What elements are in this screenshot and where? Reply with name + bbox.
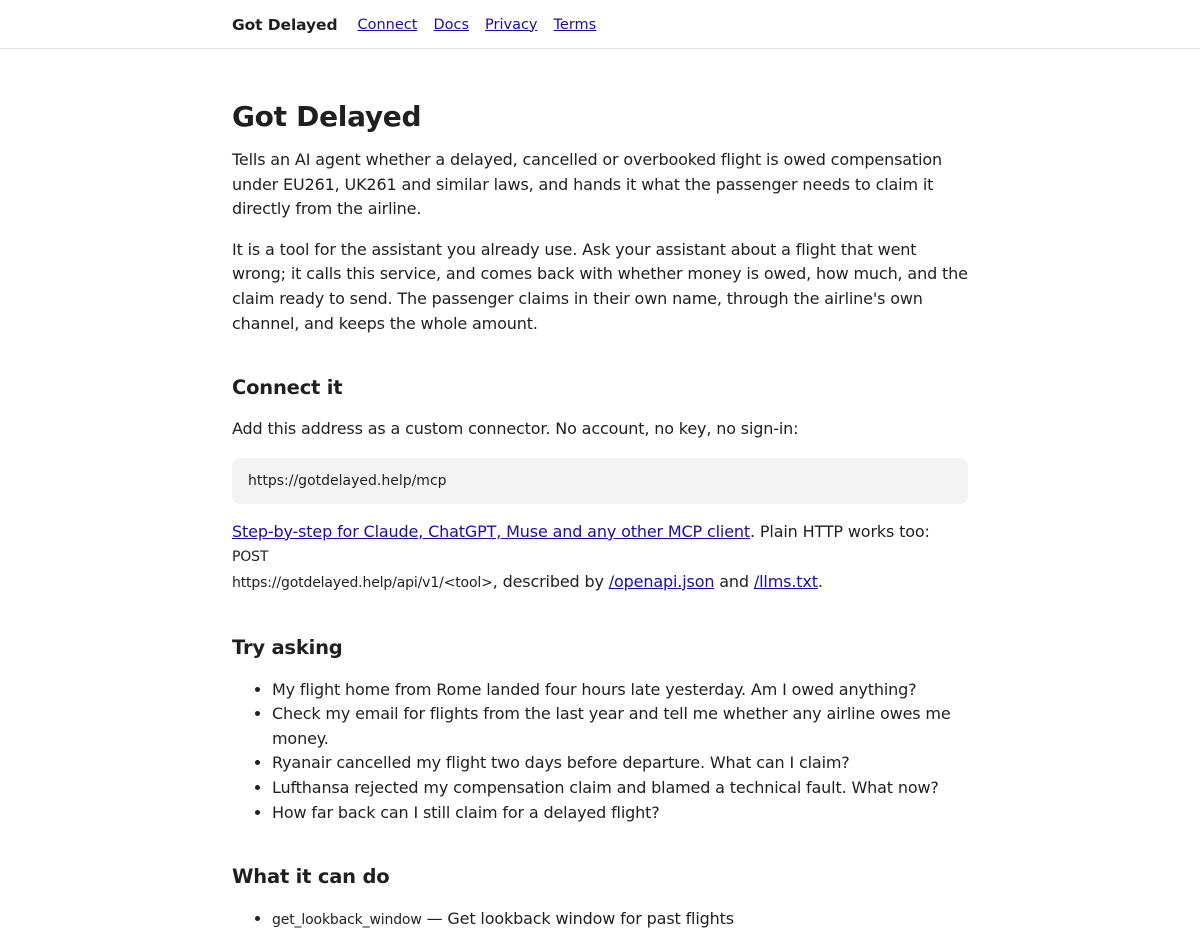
list-item: • My flight home from Rome landed four hours late yesterday. Am I owed anything? — [272, 678, 968, 703]
api-endpoint-url: https://gotdelayed.help/api/v1/<tool> — [232, 574, 493, 591]
top-navigation-inner — [232, 0, 612, 49]
list-item: • Lufthansa rejected my compensation claim and blamed a technical fault. What now? — [272, 776, 968, 801]
page-title: Got Delayed — [232, 100, 422, 133]
nav-link-docs[interactable]: Docs — [433, 16, 470, 33]
lead-paragraph: Tells an AI agent whether a delayed, cancelled or overbooked flight is owed compensation under EU261, UK261 and similar laws, and hands it what the passenger needs to claim it directly from the airline. — [232, 150, 942, 219]
brand-name[interactable]: Got Delayed — [232, 15, 338, 34]
list-item: • Check my email for flights from the last year and tell me whether any airline owes me money. — [272, 702, 968, 751]
connect-instructions: Add this address as a custom connector. No account, no key, no sign-in: — [232, 419, 799, 439]
tool-description: Get lookback window for past flights — [447, 909, 734, 929]
described-by-text: , described by — [492, 571, 609, 591]
intro-paragraph: It is a tool for the assistant you already use. Ask your assistant about a flight that went wrong; it calls this service, and comes back with whether money is owed, how much, and the claim ready to send. The passenger claims in their own name, through the airline's own channel, and keeps the whole amount. — [232, 239, 968, 333]
top-navigation-bar — [0, 0, 1200, 49]
main-content — [232, 49, 968, 933]
capabilities-list — [232, 907, 968, 933]
tool-separator: — — [421, 909, 448, 929]
plain-http-text: . Plain HTTP works too: — [750, 521, 930, 541]
nav-link-connect[interactable]: Connect — [357, 16, 418, 33]
list-item: • Ryanair cancelled my flight two days before departure. What can I claim? — [272, 751, 968, 776]
connect-details-paragraph — [232, 520, 968, 596]
openapi-link[interactable]: /openapi.json — [608, 571, 715, 591]
list-item: • How far back can I still claim for a delayed flight? — [272, 801, 968, 826]
what-it-can-do-heading: What it can do — [232, 865, 390, 889]
post-method: POST — [232, 549, 269, 566]
end-period: . — [817, 571, 823, 591]
list-item — [272, 907, 968, 933]
step-by-step-link[interactable]: Step-by-step for Claude, ChatGPT, Muse and any other MCP client — [232, 521, 751, 541]
llms-txt-link[interactable]: /llms.txt — [753, 571, 818, 591]
connector-url[interactable]: https://gotdelayed.help/mcp — [248, 472, 447, 489]
tool-name: get_lookback_window — [272, 912, 422, 929]
and-text: and — [714, 571, 754, 591]
nav-link-terms[interactable]: Terms — [553, 16, 597, 33]
example-prompts-list — [232, 678, 968, 826]
try-asking-heading: Try asking — [232, 635, 343, 659]
connector-url-box[interactable] — [232, 458, 968, 504]
connect-heading: Connect it — [232, 376, 343, 400]
nav-link-privacy[interactable]: Privacy — [485, 16, 538, 33]
